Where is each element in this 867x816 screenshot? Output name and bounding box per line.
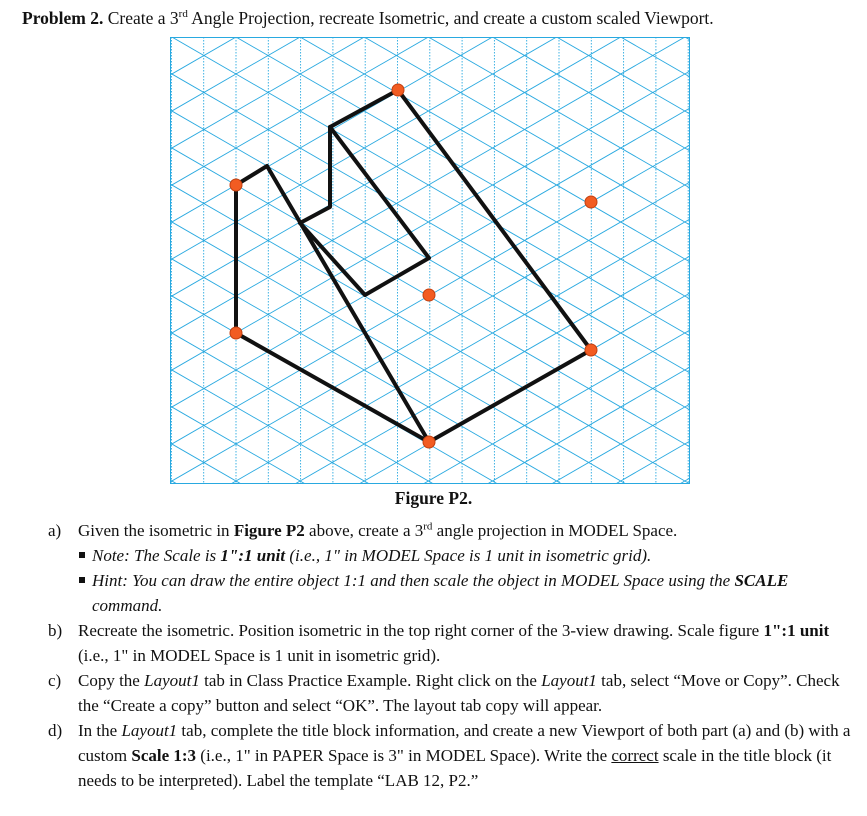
item-text: (i.e., 1" in MODEL Space is 1 unit in isometric grid). <box>78 646 441 665</box>
item-text: tab in Class Practice Example. Right click on the <box>199 671 542 690</box>
item-text: scale in the title block (it needs to be interpreted). Label the template “LAB 12, P2.” <box>78 746 832 790</box>
item-label: c) <box>48 671 62 690</box>
instruction-list <box>48 518 860 793</box>
title-text-pre: Create a 3 <box>103 8 179 28</box>
note-text: (i.e., 1" in MODEL Space is 1 unit in isometric grid). <box>285 546 652 565</box>
figure-reference: Figure P2 <box>233 521 305 540</box>
hint-text: command. <box>92 596 163 615</box>
note-bullet <box>78 543 860 568</box>
item-text: tab, complete the title block information, and create a new Viewport of both part (a) and (b) with a custom <box>78 721 851 765</box>
underlined-word: correct <box>611 746 659 765</box>
item-label: a) <box>48 521 62 540</box>
item-text: angle projection in MODEL Space. <box>432 521 678 540</box>
problem-title <box>22 8 714 29</box>
title-superscript: rd <box>178 8 188 21</box>
item-text: tab, select “Move or Copy”. Check the “Create a copy” button and select “OK”. The layout tab copy will appear. <box>78 671 840 715</box>
vertex-point <box>230 179 242 191</box>
problem-label: Problem 2. <box>22 8 104 28</box>
vertex-point <box>585 344 597 356</box>
instruction-item-b <box>48 618 860 668</box>
bullet-square-icon <box>79 577 85 583</box>
figure-caption: Figure P2. <box>394 488 473 508</box>
vertex-point <box>585 196 597 208</box>
vertex-point <box>423 436 435 448</box>
hint-bullet <box>78 568 860 618</box>
tab-name: Layout1 <box>541 671 597 690</box>
vertex-point <box>423 289 435 301</box>
vertex-point <box>230 327 242 339</box>
item-text: above, create a 3 <box>304 521 424 540</box>
ordinal-superscript: rd <box>423 520 433 533</box>
item-text: Recreate the isometric. Position isometric in the top right corner of the 3-view drawing. Scale figure <box>78 621 764 640</box>
item-text: Given the isometric in <box>78 521 234 540</box>
bullet-square-icon <box>79 552 85 558</box>
item-text: Copy the <box>78 671 145 690</box>
isometric-figure <box>170 37 690 484</box>
item-text: (i.e., 1" in PAPER Space is 3" in MODEL Space). Write the <box>196 746 612 765</box>
tab-name: Layout1 <box>121 721 178 740</box>
vertex-point <box>392 84 404 96</box>
title-text-post: Angle Projection, recreate Isometric, and create a custom scaled Viewport. <box>187 8 714 28</box>
note-text: Note: The Scale is <box>92 546 221 565</box>
command-name: SCALE <box>734 571 789 590</box>
scale-value: 1":1 unit <box>763 621 830 640</box>
item-text: In the <box>78 721 122 740</box>
hint-text: Hint: You can draw the entire object 1:1 and then scale the object in MODEL Space using the <box>92 571 735 590</box>
item-label: b) <box>48 621 63 640</box>
scale-value: 1":1 unit <box>220 546 286 565</box>
item-label: d) <box>48 721 63 740</box>
scale-value: Scale 1:3 <box>131 746 197 765</box>
instruction-item-a <box>48 518 860 618</box>
instruction-item-d <box>48 718 860 793</box>
tab-name: Layout1 <box>144 671 200 690</box>
instruction-item-c <box>48 668 860 718</box>
